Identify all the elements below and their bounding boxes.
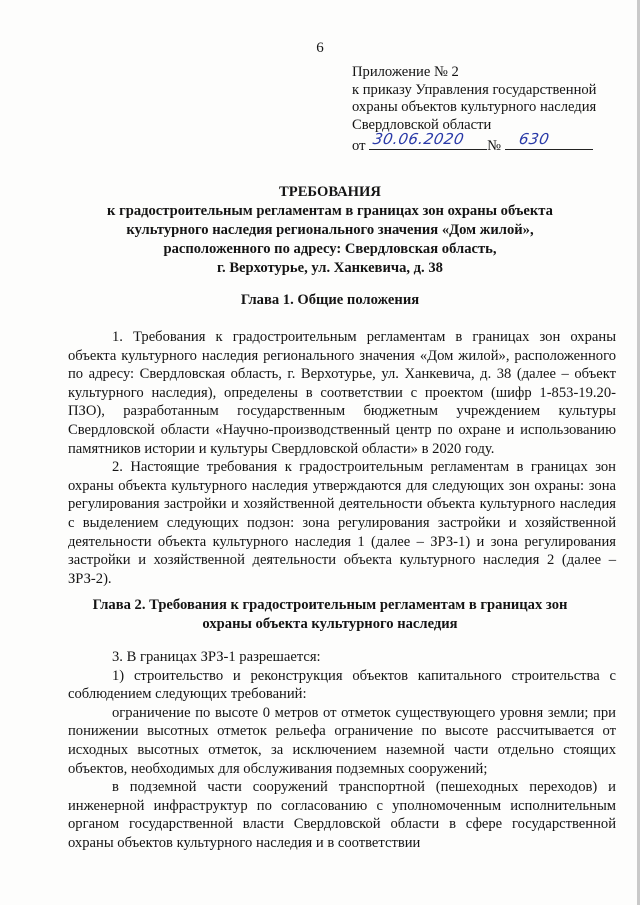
from-label: от	[352, 138, 366, 154]
date-field	[369, 129, 487, 150]
appendix-line: к приказу Управления государственной	[352, 81, 597, 98]
paragraph: 3. В границах ЗРЗ-1 разрешается:	[112, 649, 321, 665]
chapter-1-body	[68, 328, 616, 588]
appendix-line: охраны объектов культурного наследия	[352, 99, 597, 115]
title-line: г. Верхотурье, ул. Ханкевича, д. 38	[217, 260, 443, 276]
order-date-number-row	[352, 129, 632, 156]
appendix-line: Свердловской области	[352, 116, 492, 133]
chapter-2-body	[68, 648, 616, 853]
chapter-2-heading-line: Глава 2. Требования к градостроительным регламентам в границах зон	[92, 597, 568, 613]
chapter-2-heading	[40, 596, 620, 633]
title-heading: ТРЕБОВАНИЯ	[279, 184, 381, 200]
handwritten-date: 30.06.2020	[371, 129, 466, 148]
page-number: 6	[316, 40, 324, 56]
handwritten-number: 630	[517, 129, 551, 148]
chapter-2-heading-line: охраны объекта культурного наследия	[202, 615, 458, 632]
document-title	[40, 183, 620, 278]
number-field	[505, 129, 593, 150]
number-label: №	[487, 138, 502, 154]
title-line: культурного наследия регионального значения «Дом жилой»,	[126, 222, 534, 238]
title-line: к градостроительным регламентам в границах зон охраны объекта	[107, 203, 553, 219]
title-line: расположенного по адресу: Свердловская область,	[163, 241, 497, 257]
paragraph: 1) строительство и реконструкция объектов капитального строительства с соблюдением следующих требований:	[68, 667, 616, 703]
paragraph: в подземной части сооружений транспортной (пешеходных переходов) и инженерной инфраструктур по согласованию с уполномоченным исполнительным органом государственной власти Свердловской области в сфере государственной охраны объектов культурного наследия и в соответствии	[68, 779, 616, 851]
paragraph: 1. Требования к градостроительным регламентам в границах зон охраны объекта культурного наследия регионального значения «Дом жилой», расположенного по адресу: Свердловская область, г. Верхотурье, ул. Ханкевича, д. 38 (далее – объект культурного наследия), определены в соответствии с проектом (шифр 1-853-19.20-ПЗО), разработанным государственным бюджетным учреждением культуры Свердловской области «Научно-производственный центр по охране и использованию памятников истории и культуры Свердловской области» в 2020 году.	[68, 329, 616, 457]
paragraph: ограничение по высоте 0 метров от отметок существующего уровня земли; при понижении высотных отметок рельефа ограничение по высоте рассчитывается от исходных высотных отметок, за исключением наземной части отдельно стоящих объектов, необходимых для обслуживания подземных сооружений;	[68, 704, 616, 777]
appendix-header	[352, 64, 632, 156]
paragraph: 2. Настоящие требования к градостроительным регламентам в границах зон охраны объекта культурного наследия утверждаются для следующих зон охраны: зона регулирования застройки и хозяйственной деятельности объекта культурного наследия с выделением следующих подзон: зона регулирования застройки и хозяйственной деятельности объекта культурного наследия 1 (далее – ЗРЗ-1) и зона регулирования застройки и хозяйственной деятельности объекта культурного наследия 2 (далее – ЗРЗ-2).	[68, 459, 616, 587]
chapter-1-heading: Глава 1. Общие положения	[240, 292, 420, 308]
appendix-line: Приложение № 2	[352, 64, 459, 80]
